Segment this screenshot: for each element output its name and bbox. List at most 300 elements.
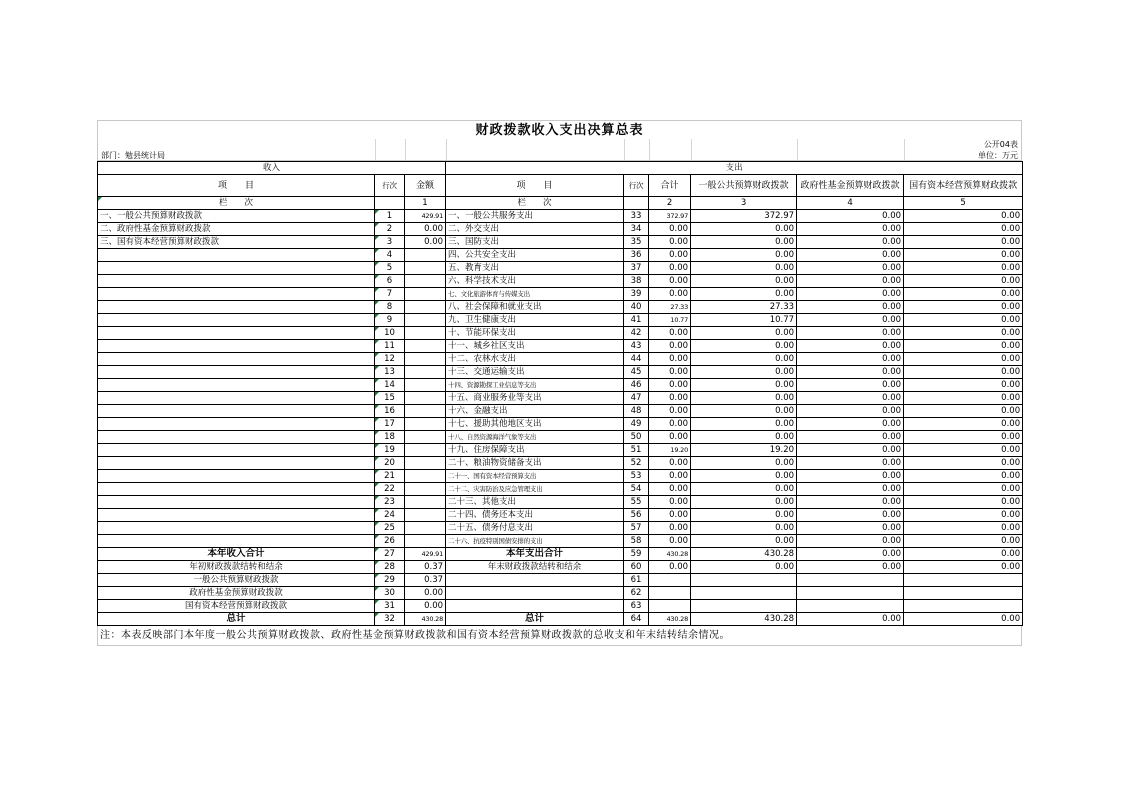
- expend-rowno-cell: 38: [624, 275, 649, 288]
- state-capital-cell: 0.00: [904, 262, 1023, 275]
- gov-fund-header: 政府性基金预算财政拨款: [797, 175, 904, 197]
- gov-fund-cell: 0.00: [797, 275, 904, 288]
- expend-rowno-cell: 57: [624, 522, 649, 535]
- expend-rowno-cell: 34: [624, 223, 649, 236]
- expend-rowno-cell: 58: [624, 535, 649, 548]
- general-budget-cell: 0.00: [691, 535, 797, 548]
- income-year-total-amount: 429.91: [405, 548, 446, 561]
- state-capital-cell: 0.00: [904, 366, 1023, 379]
- table-row: [98, 353, 1023, 366]
- expend-rowno-cell: 52: [624, 457, 649, 470]
- income-item-cell: 二、政府性基金预算财政拨款: [98, 223, 375, 236]
- year-total-row: [98, 548, 1023, 561]
- income-rowno-cell: 12: [375, 353, 405, 366]
- income-item-header: 项 目: [98, 175, 375, 197]
- data-rows: [98, 210, 1023, 548]
- income-amount-cell: [405, 353, 446, 366]
- income-amount-cell: [405, 262, 446, 275]
- gov-fund-cell: 0.00: [797, 340, 904, 353]
- blank-cell: [904, 600, 1023, 613]
- expend-total-cell: 0.00: [649, 496, 691, 509]
- expend-item-cell: 五、教育支出: [446, 262, 624, 275]
- expend-rowno-cell: 48: [624, 405, 649, 418]
- expend-item-cell: 三、国防支出: [446, 236, 624, 249]
- gov-fund-cell: 0.00: [797, 522, 904, 535]
- income-rowno-cell: 17: [375, 418, 405, 431]
- gov-fund-cell: 0.00: [797, 353, 904, 366]
- state-capital-cell: 0.00: [904, 457, 1023, 470]
- blank-cell: [691, 600, 797, 613]
- income-rowno-cell: 13: [375, 366, 405, 379]
- income-rowno-cell: 16: [375, 405, 405, 418]
- general-budget-cell: 0.00: [691, 496, 797, 509]
- table-row: [98, 483, 1023, 496]
- general-budget-cell: 0.00: [691, 470, 797, 483]
- expend-total-cell: 0.00: [649, 457, 691, 470]
- gov-fund-cell: 0.00: [797, 301, 904, 314]
- state-capital-cell: 0.00: [904, 522, 1023, 535]
- expend-total-cell: 0.00: [649, 353, 691, 366]
- expend-rowno-cell: 35: [624, 236, 649, 249]
- income-item-cell: [98, 249, 375, 262]
- general-budget-cell: 0.00: [691, 483, 797, 496]
- general-budget-cell: 0.00: [691, 522, 797, 535]
- income-rowno-cell: 21: [375, 470, 405, 483]
- expend-item-cell: 十六、金融支出: [446, 405, 624, 418]
- begin-general-row: [98, 574, 1023, 587]
- table-row: [98, 223, 1023, 236]
- gov-fund-cell: 0.00: [797, 496, 904, 509]
- expend-year-total-general: 430.28: [691, 548, 797, 561]
- out-no-62: 62: [624, 587, 649, 600]
- table-row: [98, 366, 1023, 379]
- state-capital-cell: 0.00: [904, 340, 1023, 353]
- income-item-cell: [98, 509, 375, 522]
- general-budget-cell: 0.00: [691, 262, 797, 275]
- gov-fund-cell: 0.00: [797, 444, 904, 457]
- expend-item-cell: 十一、城乡社区支出: [446, 340, 624, 353]
- expend-total-cell: 0.00: [649, 275, 691, 288]
- table-row: [98, 509, 1023, 522]
- state-capital-cell: 0.00: [904, 314, 1023, 327]
- income-amount-cell: 429.91: [405, 210, 446, 223]
- expend-colno-label: 栏 次: [446, 197, 624, 210]
- table-row: [98, 470, 1023, 483]
- general-budget-cell: 0.00: [691, 418, 797, 431]
- expend-year-total-no: 59: [624, 548, 649, 561]
- general-budget-cell: 372.97: [691, 210, 797, 223]
- expend-total-cell: 0.00: [649, 249, 691, 262]
- table-row: [98, 418, 1023, 431]
- income-amount-cell: [405, 522, 446, 535]
- income-grand-amount: 430.28: [405, 613, 446, 626]
- gov-fund-cell: 0.00: [797, 262, 904, 275]
- expend-grand-no: 64: [624, 613, 649, 626]
- expend-rowno-cell: 40: [624, 301, 649, 314]
- begin-capital-label: 国有资本经营预算财政拨款: [98, 600, 375, 613]
- begin-general-amount: 0.37: [405, 574, 446, 587]
- expend-grand-fund: 0.00: [797, 613, 904, 626]
- report-sheet: [97, 120, 1022, 646]
- state-capital-cell: 0.00: [904, 301, 1023, 314]
- grand-total-row: [98, 613, 1023, 626]
- income-rowno-cell: 25: [375, 522, 405, 535]
- expend-rowno-cell: 53: [624, 470, 649, 483]
- table-row: [98, 327, 1023, 340]
- section-header-row: [98, 162, 1023, 175]
- expend-total-cell: 0.00: [649, 431, 691, 444]
- expend-rowno-cell: 43: [624, 340, 649, 353]
- income-colno-blank: [375, 197, 405, 210]
- expend-rowno-cell: 50: [624, 431, 649, 444]
- income-item-cell: [98, 392, 375, 405]
- expend-item-cell: 二十六、抗疫特别国债安排的支出: [446, 535, 624, 548]
- gov-fund-cell: 0.00: [797, 210, 904, 223]
- state-capital-cell: 0.00: [904, 379, 1023, 392]
- expend-rowno-cell: 51: [624, 444, 649, 457]
- expend-total-cell: 0.00: [649, 327, 691, 340]
- income-item-cell: 三、国有资本经营预算财政拨款: [98, 236, 375, 249]
- income-amount-cell: [405, 405, 446, 418]
- expend-item-cell: 二十一、国有资本经营预算支出: [446, 470, 624, 483]
- blank-out-item: [446, 587, 624, 600]
- income-header: 收入: [98, 162, 446, 175]
- blank-cell: [649, 600, 691, 613]
- income-amount-cell: [405, 470, 446, 483]
- income-rowno-cell: 22: [375, 483, 405, 496]
- income-amount-cell: [405, 418, 446, 431]
- table-row: [98, 444, 1023, 457]
- income-rowno-cell: 10: [375, 327, 405, 340]
- income-rowno-cell: 26: [375, 535, 405, 548]
- begin-capital-row: [98, 600, 1023, 613]
- income-item-cell: [98, 496, 375, 509]
- state-capital-cell: 0.00: [904, 405, 1023, 418]
- general-budget-cell: 0.00: [691, 392, 797, 405]
- table-row: [98, 431, 1023, 444]
- income-year-total-label: 本年收入合计: [98, 548, 375, 561]
- expend-total-cell: 19.20: [649, 444, 691, 457]
- income-amount-cell: [405, 496, 446, 509]
- gov-fund-cell: 0.00: [797, 405, 904, 418]
- end-carry-no: 60: [624, 561, 649, 574]
- expend-rowno-cell: 46: [624, 379, 649, 392]
- table-row: [98, 496, 1023, 509]
- general-budget-cell: 27.33: [691, 301, 797, 314]
- state-capital-cell: 0.00: [904, 327, 1023, 340]
- income-amount-cell: [405, 314, 446, 327]
- blank-out-item: [446, 600, 624, 613]
- expend-item-header: 项 目: [446, 175, 624, 197]
- income-item-cell: [98, 301, 375, 314]
- gov-fund-cell: 0.00: [797, 509, 904, 522]
- state-capital-cell: 0.00: [904, 509, 1023, 522]
- income-rowno-cell: 8: [375, 301, 405, 314]
- income-grand-no: 32: [375, 613, 405, 626]
- gov-fund-cell: 0.00: [797, 223, 904, 236]
- income-item-cell: [98, 327, 375, 340]
- end-carry-total: 0.00: [649, 561, 691, 574]
- general-budget-cell: 19.20: [691, 444, 797, 457]
- table-row: [98, 236, 1023, 249]
- report-title: 财政拨款收入支出决算总表: [97, 120, 1022, 139]
- income-amount-cell: [405, 483, 446, 496]
- end-carry-label: 年末财政拨款结转和结余: [446, 561, 624, 574]
- column-number-row: [98, 197, 1023, 210]
- state-capital-cell: 0.00: [904, 392, 1023, 405]
- state-capital-cell: 0.00: [904, 288, 1023, 301]
- table-row: [98, 288, 1023, 301]
- income-amount-cell: [405, 249, 446, 262]
- expend-total-cell: 0.00: [649, 392, 691, 405]
- state-capital-cell: 0.00: [904, 431, 1023, 444]
- expend-rowno-header: 行次: [624, 175, 649, 197]
- income-item-cell: [98, 340, 375, 353]
- general-budget-cell: 0.00: [691, 275, 797, 288]
- begin-capital-no: 31: [375, 600, 405, 613]
- expend-total-cell: 372.97: [649, 210, 691, 223]
- expend-rowno-cell: 36: [624, 249, 649, 262]
- expend-rowno-cell: 39: [624, 288, 649, 301]
- income-rowno-cell: 11: [375, 340, 405, 353]
- expend-total-cell: 0.00: [649, 379, 691, 392]
- table-row: [98, 392, 1023, 405]
- expend-rowno-cell: 49: [624, 418, 649, 431]
- blank-cell: [691, 574, 797, 587]
- state-capital-cell: 0.00: [904, 353, 1023, 366]
- gov-fund-cell: 0.00: [797, 457, 904, 470]
- income-item-cell: [98, 483, 375, 496]
- gov-fund-cell: 0.00: [797, 418, 904, 431]
- state-capital-cell: 0.00: [904, 496, 1023, 509]
- income-amount-cell: [405, 431, 446, 444]
- expend-year-total-label: 本年支出合计: [446, 548, 624, 561]
- expend-rowno-cell: 41: [624, 314, 649, 327]
- income-item-cell: [98, 418, 375, 431]
- general-budget-cell: 10.77: [691, 314, 797, 327]
- expend-total-cell: 0.00: [649, 470, 691, 483]
- income-rowno-cell: 9: [375, 314, 405, 327]
- income-item-cell: [98, 535, 375, 548]
- income-rowno-cell: 15: [375, 392, 405, 405]
- table-row: [98, 301, 1023, 314]
- income-item-cell: [98, 275, 375, 288]
- general-budget-cell: 0.00: [691, 366, 797, 379]
- expend-rowno-cell: 42: [624, 327, 649, 340]
- general-budget-cell: 0.00: [691, 353, 797, 366]
- expend-item-cell: 十二、农林水支出: [446, 353, 624, 366]
- expend-item-cell: 八、社会保障和就业支出: [446, 301, 624, 314]
- income-amount-cell: [405, 379, 446, 392]
- expend-rowno-cell: 47: [624, 392, 649, 405]
- income-amount-cell: [405, 444, 446, 457]
- general-budget-cell: 0.00: [691, 405, 797, 418]
- form-code: 公开04表: [983, 140, 1018, 149]
- table-row: [98, 379, 1023, 392]
- expend-colno-3: 3: [691, 197, 797, 210]
- expend-rowno-cell: 56: [624, 509, 649, 522]
- begin-fund-row: [98, 587, 1023, 600]
- income-rowno-cell: 19: [375, 444, 405, 457]
- table-row: [98, 275, 1023, 288]
- general-budget-cell: 0.00: [691, 431, 797, 444]
- gov-fund-cell: 0.00: [797, 327, 904, 340]
- blank-cell: [797, 574, 904, 587]
- footnote: 注：本表反映部门本年度一般公共预算财政拨款、政府性基金预算财政拨款和国有资本经营预算财政拨款的总收支和年末结转结余情况。: [97, 626, 1022, 646]
- income-amount-cell: [405, 457, 446, 470]
- unit-label: 单位：万元: [978, 151, 1018, 160]
- income-item-cell: [98, 262, 375, 275]
- blank-out-item: [446, 574, 624, 587]
- table-row: [98, 535, 1023, 548]
- general-budget-cell: 0.00: [691, 236, 797, 249]
- expenditure-header: 支出: [446, 162, 1023, 175]
- general-budget-cell: 0.00: [691, 223, 797, 236]
- general-budget-cell: 0.00: [691, 457, 797, 470]
- expend-rowno-cell: 37: [624, 262, 649, 275]
- appropriation-table: [97, 161, 1023, 626]
- income-colno-1: 1: [405, 197, 446, 210]
- general-budget-cell: 0.00: [691, 509, 797, 522]
- income-amount-cell: [405, 340, 446, 353]
- gov-fund-cell: 0.00: [797, 366, 904, 379]
- expend-total-cell: 0.00: [649, 366, 691, 379]
- income-item-cell: [98, 379, 375, 392]
- carry-over-row: [98, 561, 1023, 574]
- income-rowno-cell: 14: [375, 379, 405, 392]
- expend-item-cell: 十五、商业服务业等支出: [446, 392, 624, 405]
- expend-rowno-cell: 45: [624, 366, 649, 379]
- income-rowno-cell: 18: [375, 431, 405, 444]
- begin-capital-amount: 0.00: [405, 600, 446, 613]
- state-capital-header: 国有资本经营预算财政拨款: [904, 175, 1023, 197]
- expend-total-cell: 0.00: [649, 509, 691, 522]
- general-budget-cell: 0.00: [691, 288, 797, 301]
- table-row: [98, 262, 1023, 275]
- income-amount-cell: [405, 275, 446, 288]
- general-budget-cell: 0.00: [691, 379, 797, 392]
- gov-fund-cell: 0.00: [797, 535, 904, 548]
- table-row: [98, 340, 1023, 353]
- expend-total-cell: 0.00: [649, 418, 691, 431]
- table-row: [98, 457, 1023, 470]
- gov-fund-cell: 0.00: [797, 236, 904, 249]
- income-colno-label: 栏 次: [98, 197, 375, 210]
- begin-carry-amount: 0.37: [405, 561, 446, 574]
- expend-rowno-cell: 54: [624, 483, 649, 496]
- end-carry-fund: 0.00: [797, 561, 904, 574]
- income-rowno-cell: 3: [375, 236, 405, 249]
- income-item-cell: [98, 353, 375, 366]
- state-capital-cell: 0.00: [904, 249, 1023, 262]
- gov-fund-cell: 0.00: [797, 314, 904, 327]
- blank-cell: [904, 574, 1023, 587]
- table-row: [98, 210, 1023, 223]
- expend-colno-5: 5: [904, 197, 1023, 210]
- expend-item-cell: 二十、粮油物资储备支出: [446, 457, 624, 470]
- expend-grand-general: 430.28: [691, 613, 797, 626]
- blank-cell: [904, 587, 1023, 600]
- expend-total-cell: 0.00: [649, 522, 691, 535]
- expend-grand-total: 430.28: [649, 613, 691, 626]
- gov-fund-cell: 0.00: [797, 431, 904, 444]
- income-rowno-cell: 23: [375, 496, 405, 509]
- expend-item-cell: 六、科学技术支出: [446, 275, 624, 288]
- income-rowno-cell: 2: [375, 223, 405, 236]
- expend-item-cell: 二、外交支出: [446, 223, 624, 236]
- income-item-cell: [98, 366, 375, 379]
- income-amount-cell: 0.00: [405, 223, 446, 236]
- expend-year-total-total: 430.28: [649, 548, 691, 561]
- state-capital-cell: 0.00: [904, 535, 1023, 548]
- gov-fund-cell: 0.00: [797, 379, 904, 392]
- income-amount-cell: [405, 392, 446, 405]
- income-amount-cell: [405, 509, 446, 522]
- income-item-cell: [98, 457, 375, 470]
- income-amount-cell: 0.00: [405, 236, 446, 249]
- income-rowno-cell: 1: [375, 210, 405, 223]
- expend-item-cell: 七、文化旅游体育与传媒支出: [446, 288, 624, 301]
- gov-fund-cell: 0.00: [797, 288, 904, 301]
- general-budget-header: 一般公共预算财政拨款: [691, 175, 797, 197]
- state-capital-cell: 0.00: [904, 418, 1023, 431]
- state-capital-cell: 0.00: [904, 236, 1023, 249]
- income-rowno-cell: 5: [375, 262, 405, 275]
- income-item-cell: [98, 444, 375, 457]
- gov-fund-cell: 0.00: [797, 249, 904, 262]
- expend-total-cell: 0.00: [649, 288, 691, 301]
- general-budget-cell: 0.00: [691, 340, 797, 353]
- expend-item-cell: 二十二、灾害防治及应急管理支出: [446, 483, 624, 496]
- expend-grand-capital: 0.00: [904, 613, 1023, 626]
- expend-item-cell: 十三、交通运输支出: [446, 366, 624, 379]
- expend-rowno-cell: 55: [624, 496, 649, 509]
- blank-cell: [797, 600, 904, 613]
- table-row: [98, 522, 1023, 535]
- begin-general-label: 一般公共预算财政拨款: [98, 574, 375, 587]
- expend-item-cell: 十八、自然资源海洋气象等支出: [446, 431, 624, 444]
- state-capital-cell: 0.00: [904, 210, 1023, 223]
- expend-total-cell: 0.00: [649, 236, 691, 249]
- gov-fund-cell: 0.00: [797, 392, 904, 405]
- income-amount-cell: [405, 535, 446, 548]
- expend-item-cell: 十七、援助其他地区支出: [446, 418, 624, 431]
- table-row: [98, 249, 1023, 262]
- expend-item-cell: 十九、住房保障支出: [446, 444, 624, 457]
- form-code-row: [97, 139, 1022, 150]
- expend-item-cell: 二十五、债务付息支出: [446, 522, 624, 535]
- income-amount-header: 金额: [405, 175, 446, 197]
- begin-fund-amount: 0.00: [405, 587, 446, 600]
- column-header-row: [98, 175, 1023, 197]
- income-item-cell: [98, 431, 375, 444]
- out-no-63: 63: [624, 600, 649, 613]
- begin-carry-no: 28: [375, 561, 405, 574]
- income-rowno-header: 行次: [375, 175, 405, 197]
- expend-total-cell: 0.00: [649, 535, 691, 548]
- expend-total-cell: 0.00: [649, 340, 691, 353]
- gov-fund-cell: 0.00: [797, 470, 904, 483]
- expend-item-cell: 二十三、其他支出: [446, 496, 624, 509]
- expend-item-cell: 二十四、债务还本支出: [446, 509, 624, 522]
- expend-total-cell: 0.00: [649, 405, 691, 418]
- income-rowno-cell: 24: [375, 509, 405, 522]
- income-amount-cell: [405, 327, 446, 340]
- table-row: [98, 405, 1023, 418]
- out-no-61: 61: [624, 574, 649, 587]
- begin-fund-no: 30: [375, 587, 405, 600]
- expend-total-cell: 10.77: [649, 314, 691, 327]
